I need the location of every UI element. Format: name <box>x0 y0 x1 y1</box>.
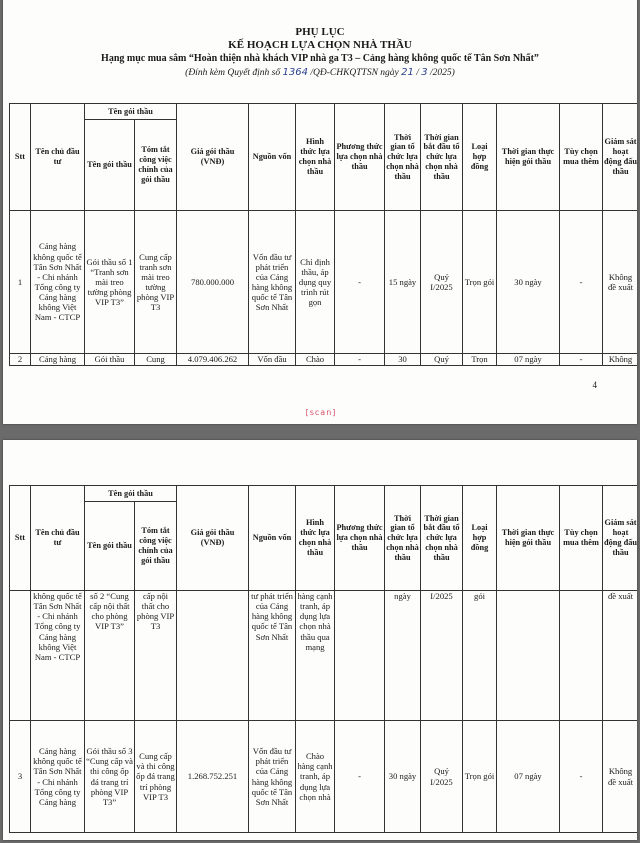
cell-execution-time <box>497 591 560 721</box>
table-row <box>10 354 638 366</box>
header-selection-start: Thời gian bắt đầu tổ chức lựa chọn nhà thầu <box>421 486 463 591</box>
cell-stt: 3 <box>10 721 31 833</box>
cell-package-name: số 2 “Cung cấp nội thất cho phòng VIP T3” <box>85 591 135 721</box>
contractor-plan-table-continued <box>9 485 637 833</box>
cell-funding: tư phát triển của Cảng hàng không quốc tế Tân Sơn Nhất <box>249 591 296 721</box>
cell-selection-form: Chào <box>296 354 335 366</box>
cell-selection-start: I/2025 <box>421 591 463 721</box>
decision-day: 21 <box>401 67 414 78</box>
cell-price: 4.079.406.262 <box>177 354 249 366</box>
cell-selection-duration: ngày <box>385 591 421 721</box>
decision-number: 1364 <box>282 67 308 78</box>
cell-summary: Cung cấp tranh sơn mài treo tường phòng VIP T3 <box>135 211 177 354</box>
cell-contract-type: gói <box>463 591 497 721</box>
cell-selection-method <box>335 591 385 721</box>
header-contract-type: Loại hợp đồng <box>463 486 497 591</box>
header-package-group: Tên gói thầu <box>85 104 177 120</box>
appendix-title: PHỤ LỤC <box>295 26 345 38</box>
plan-title: KẾ HOẠCH LỰA CHỌN NHÀ THẦU <box>228 39 412 51</box>
cell-investor: Cảng hàng <box>31 354 85 366</box>
cell-package-name: Gói thầu <box>85 354 135 366</box>
cell-selection-method: - <box>335 354 385 366</box>
header-funding: Nguồn vốn <box>249 104 296 211</box>
cell-purchase-option: - <box>560 354 603 366</box>
date-sep: / <box>413 68 422 78</box>
page-number: 4 <box>592 380 597 390</box>
header-selection-duration: Thời gian tổ chức lựa chọn nhà thầu <box>385 104 421 211</box>
document-page-2 <box>3 440 637 840</box>
cell-selection-form: hàng cạnh tranh, áp dụng lựa chọn nhà thầu qua mạng <box>296 591 335 721</box>
cell-execution-time: 07 ngày <box>497 721 560 833</box>
header-supervision: Giám sát hoạt động đấu thầu <box>603 486 637 591</box>
table-row <box>10 591 638 721</box>
cell-purchase-option: - <box>560 211 603 354</box>
cell-selection-duration: 30 <box>385 354 421 366</box>
table-row <box>10 721 638 833</box>
document-page-1 <box>3 0 637 424</box>
cell-supervision: đề xuất <box>603 591 637 721</box>
header-selection-duration: Thời gian tổ chức lựa chọn nhà thầu <box>385 486 421 591</box>
cell-selection-start: Quý I/2025 <box>421 721 463 833</box>
cell-selection-form: Chào hàng cạnh tranh, áp dụng lựa chọn nhà <box>296 721 335 833</box>
table-row <box>10 211 638 354</box>
decision-month: 3 <box>421 67 428 78</box>
header-price: Giá gói thầu (VNĐ) <box>177 104 249 211</box>
decision-reference <box>3 67 637 80</box>
cell-selection-method: - <box>335 211 385 354</box>
cell-price: 780.000.000 <box>177 211 249 354</box>
cell-price <box>177 591 249 721</box>
header-selection-form: Hình thức lựa chọn nhà thầu <box>296 104 335 211</box>
cell-supervision: Không đề xuất <box>603 721 637 833</box>
cell-stt: 1 <box>10 211 31 354</box>
cell-investor: Cảng hàng không quốc tế Tân Sơn Nhất - Chi nhánh Tổng công ty Cảng hàng <box>31 721 85 833</box>
header-selection-method: Phương thức lựa chọn nhà thầu <box>335 104 385 211</box>
cell-investor: Cảng hàng không quốc tế Tân Sơn Nhất - Chi nhánh Tổng công ty Cảng hàng không Việt Nam - CTCP <box>31 211 85 354</box>
header-investor: Tên chủ đầu tư <box>31 486 85 591</box>
cell-price: 1.268.752.251 <box>177 721 249 833</box>
cell-contract-type: Trọn gói <box>463 211 497 354</box>
header-stt: Stt <box>10 104 31 211</box>
header-price: Giá gói thầu (VNĐ) <box>177 486 249 591</box>
contractor-plan-table <box>9 103 637 366</box>
header-stt: Stt <box>10 486 31 591</box>
header-summary: Tóm tắt công việc chính của gói thầu <box>135 120 177 211</box>
cell-execution-time: 30 ngày <box>497 211 560 354</box>
header-package-name: Tên gói thầu <box>85 502 135 591</box>
decision-prefix: (Đính kèm Quyết định số <box>185 68 283 78</box>
cell-selection-form: Chỉ định thầu, áp dụng quy trình rút gọn <box>296 211 335 354</box>
header-execution-time: Thời gian thực hiện gói thầu <box>497 104 560 211</box>
header-supervision: Giám sát hoạt động đấu thầu <box>603 104 637 211</box>
scan-stamp: [scan] <box>305 408 337 417</box>
cell-package-name: Gói thầu số 3 “Cung cấp và thi công ốp đá trang trí phòng VIP T3” <box>85 721 135 833</box>
header-execution-time: Thời gian thực hiện gói thầu <box>497 486 560 591</box>
cell-supervision: Không đề xuất <box>603 211 637 354</box>
cell-selection-method: - <box>335 721 385 833</box>
cell-supervision: Không <box>603 354 637 366</box>
header-summary: Tóm tắt công việc chính của gói thầu <box>135 502 177 591</box>
decision-suffix: /2025) <box>427 68 455 78</box>
header-investor: Tên chủ đầu tư <box>31 104 85 211</box>
header-selection-form: Hình thức lựa chọn nhà thầu <box>296 486 335 591</box>
decision-mid: /QĐ-CHKQTTSN ngày <box>307 68 402 78</box>
header-package-group: Tên gói thầu <box>85 486 177 502</box>
header-purchase-option: Tùy chọn mua thêm <box>560 486 603 591</box>
cell-summary: Cung <box>135 354 177 366</box>
header-purchase-option: Tùy chọn mua thêm <box>560 104 603 211</box>
header-selection-start: Thời gian bắt đầu tổ chức lựa chọn nhà thầu <box>421 104 463 211</box>
procurement-item-title: Hạng mục mua sắm “Hoàn thiện nhà khách VIP nhà ga T3 – Cảng hàng không quốc tế Tân Sơn Nhất” <box>101 53 539 64</box>
cell-selection-start: Quý I/2025 <box>421 211 463 354</box>
cell-funding: Vốn đầu <box>249 354 296 366</box>
cell-selection-start: Quý <box>421 354 463 366</box>
cell-stt: 2 <box>10 354 31 366</box>
cell-stt <box>10 591 31 721</box>
cell-selection-duration: 30 ngày <box>385 721 421 833</box>
header-contract-type: Loại hợp đồng <box>463 104 497 211</box>
header-package-name: Tên gói thầu <box>85 120 135 211</box>
cell-selection-duration: 15 ngày <box>385 211 421 354</box>
cell-package-name: Gói thầu số 1 “Tranh sơn mài treo tường phòng VIP T3” <box>85 211 135 354</box>
cell-purchase-option: - <box>560 721 603 833</box>
cell-purchase-option <box>560 591 603 721</box>
header-selection-method: Phương thức lựa chọn nhà thầu <box>335 486 385 591</box>
cell-funding: Vốn đầu tư phát triển của Cảng hàng không quốc tế Tân Sơn Nhất <box>249 721 296 833</box>
cell-investor: không quốc tế Tân Sơn Nhất - Chi nhánh Tổng công ty Cảng hàng không Việt Nam - CTCP <box>31 591 85 721</box>
cell-execution-time: 07 ngày <box>497 354 560 366</box>
cell-contract-type: Trọn gói <box>463 721 497 833</box>
cell-summary: cấp nội thất cho phòng VIP T3 <box>135 591 177 721</box>
cell-contract-type: Trọn <box>463 354 497 366</box>
header-funding: Nguồn vốn <box>249 486 296 591</box>
cell-funding: Vốn đầu tư phát triển của Cảng hàng không quốc tế Tân Sơn Nhất <box>249 211 296 354</box>
cell-summary: Cung cấp và thi công ốp đá trang trí phòng VIP T3 <box>135 721 177 833</box>
